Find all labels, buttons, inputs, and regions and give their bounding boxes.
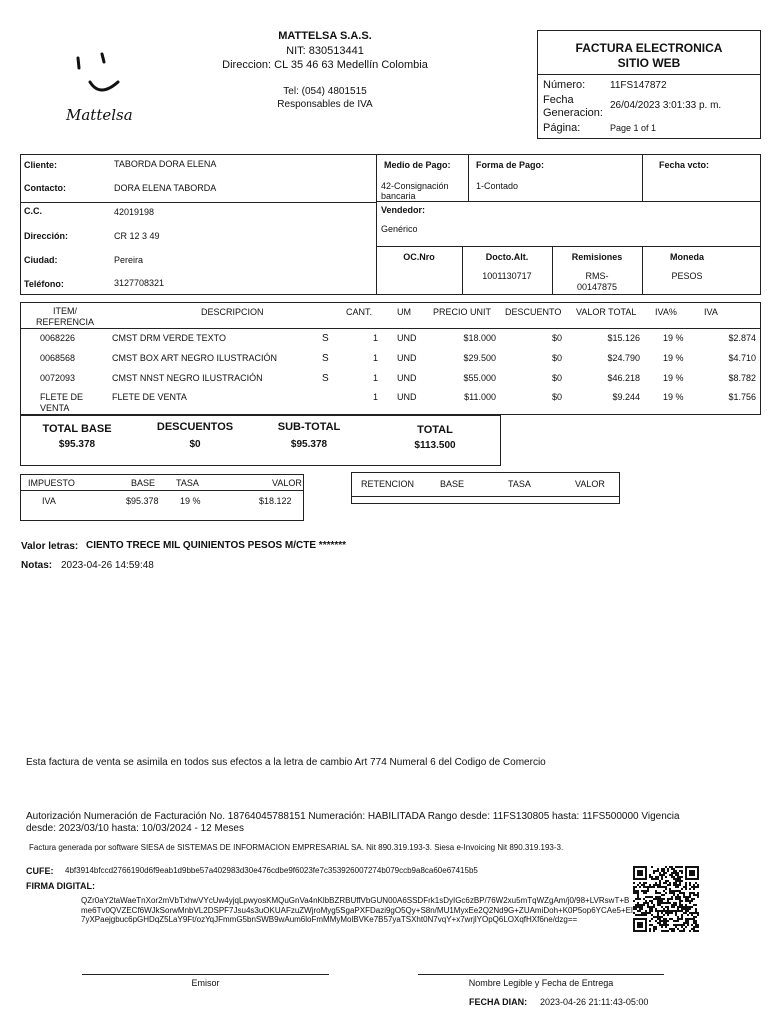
row-iva: $8.782 — [728, 373, 756, 383]
row-desc: CMST DRM VERDE TEXTO — [112, 333, 227, 343]
vendedor-value: Genérico — [381, 224, 418, 234]
direccion-label: Dirección: — [24, 231, 69, 241]
row-descuento: $0 — [551, 392, 562, 402]
row-descuento: $0 — [551, 353, 562, 363]
row-valor: $46.218 — [607, 373, 640, 383]
cc-value: 42019198 — [114, 207, 155, 217]
remisiones-value: RMS-00147875 — [576, 271, 618, 292]
fecha-label: Fecha Generacion: — [543, 94, 603, 119]
row-descuento: $0 — [551, 333, 562, 343]
row-desc: CMST NNST NEGRO ILUSTRACIÓN — [112, 373, 263, 383]
impuesto-label: IMPUESTO — [28, 478, 75, 488]
company-info — [200, 30, 450, 110]
receptor-label: Nombre Legible y Fecha de Entrega — [468, 978, 614, 988]
subtotal-value: $95.378 — [290, 439, 328, 450]
fecha-dian-value: 2023-04-26 21:11:43-05:00 — [540, 997, 649, 1007]
row-valor: $9.244 — [612, 392, 640, 402]
row-um: UND — [397, 392, 417, 402]
company-address: Direccion: CL 35 46 63 Medellín Colombia — [222, 59, 428, 71]
row-iva: $4.710 — [728, 353, 756, 363]
cufe-label: CUFE: — [26, 866, 54, 876]
col-ivap: IVA% — [655, 307, 677, 317]
qr-code-icon — [633, 866, 699, 932]
firma-label: FIRMA DIGITAL: — [26, 881, 95, 891]
legal-autorizacion: Autorización Numeración de Facturación No. 18764045788151 Numeración: HABILITADA Rango desde: 11FS130805 hasta: 11FS500000 Vigencia desde: 2023/03/10 hasta: 10/03/2024 - 12 Meses — [26, 811, 680, 834]
company-phone: Tel: (054) 4801515 — [283, 86, 367, 97]
row-cant: 1 — [373, 353, 379, 363]
row-size: S — [322, 373, 329, 384]
tax-valor: $18.122 — [259, 496, 292, 506]
valor-letras-label: Valor letras: — [21, 541, 79, 552]
row-size: S — [322, 333, 329, 344]
cliente-label: Cliente: — [24, 160, 58, 170]
row-iva: $2.874 — [728, 333, 756, 343]
row-desc: FLETE DE VENTA — [112, 392, 187, 402]
row-desc: CMST BOX ART NEGRO ILUSTRACIÓN — [112, 353, 278, 363]
row-cant: 1 — [373, 392, 379, 402]
col-descuento: DESCUENTO — [505, 307, 562, 317]
row-ivap: 19 % — [663, 392, 684, 402]
medio-label: Medio de Pago: — [384, 160, 451, 170]
tax-base: $95.378 — [126, 496, 159, 506]
descuentos-value: $0 — [189, 439, 201, 450]
row-valor: $24.790 — [607, 353, 640, 363]
docto-value: 1001130717 — [482, 271, 532, 281]
col-cant: CANT. — [346, 307, 373, 317]
company-iva: Responsables de IVA — [277, 99, 373, 110]
telefono-label: Teléfono: — [24, 279, 64, 289]
tax-impuesto: IVA — [42, 496, 56, 506]
direccion-value: CR 12 3 49 — [114, 231, 160, 241]
forma-label: Forma de Pago: — [476, 160, 545, 170]
fecha-dian-label: FECHA DIAN: — [469, 997, 528, 1007]
contacto-label: Contacto: — [24, 183, 66, 193]
invoice-date: 26/04/2023 3:01:33 p. m. — [610, 100, 722, 111]
col-um: UM — [397, 307, 411, 317]
subtotal-label: SUB-TOTAL — [277, 421, 341, 433]
retencion-tasa-label: TASA — [508, 479, 531, 489]
row-um: UND — [397, 333, 417, 343]
row-size: S — [322, 353, 329, 364]
notas-value: 2023-04-26 14:59:48 — [61, 560, 154, 571]
row-ivap: 19 % — [663, 333, 684, 343]
row-ivap: 19 % — [663, 353, 684, 363]
col-iva: IVA — [704, 307, 718, 317]
row-cant: 1 — [373, 373, 379, 383]
pagina-label: Página: — [543, 122, 581, 134]
row-ref: FLETE DE VENTA — [40, 392, 84, 413]
firma-value: QZr0aY2taWaeTnXor2mVbTxhwVYcUw4yjqLpwyosKMQuGnVa4nKlbBZRBUffVbGUN00A6SSDFrk1sDyIGc6zBP/76W2xu5mTqWZgAm/j0/98+LVRswT+Bme6Tv0QVZECf6WJkSorwMnbVL2DSPF7Jsu4s3uOKUAFzuZWjroMyg5SgaPXFDazi9gO5Qy+S8n/MU1MyxEe2Q2Nd9G+ZUAmiDoh+K0P5op6YCAe5+El7yXPaejgbuc6pGHDqZ5LaY9Ft/ozYqJFmmG5bnSWB9wAum6loFmMMyMolBVKe7B57yaTSXht0N7vqY+x7wrjlYOpQ6LOXqfHXf6ne/dzg== — [81, 896, 633, 924]
descuentos-label: DESCUENTOS — [156, 421, 234, 433]
tax-tasa: 19 % — [180, 496, 201, 506]
retencion-label: RETENCION — [361, 479, 415, 489]
medio-value: 42-Consignación bancaria — [381, 181, 449, 201]
row-ref: 0068226 — [40, 333, 76, 343]
oc-label: OC.Nro — [403, 252, 435, 262]
row-precio: $29.500 — [463, 353, 496, 363]
total-label: TOTAL — [417, 424, 453, 436]
row-ref: 0072093 — [40, 373, 76, 383]
company-nit: NIT: 830513441 — [286, 45, 364, 57]
retencion-valor-label: VALOR — [575, 479, 605, 489]
telefono-value: 3127708321 — [114, 278, 165, 288]
numero-label: Número: — [543, 79, 586, 91]
contacto-value: DORA ELENA TABORDA — [114, 183, 217, 193]
row-precio: $18.000 — [463, 333, 496, 343]
col-item: ITEM/ REFERENCIA — [35, 306, 94, 327]
tax-base-label: BASE — [131, 478, 156, 488]
row-ivap: 19 % — [663, 373, 684, 383]
total-base-value: $95.378 — [58, 439, 96, 450]
retencion-base-label: BASE — [440, 479, 465, 489]
invoice-title: FACTURA ELECTRONICA — [575, 41, 723, 55]
col-precio: PRECIO UNIT — [433, 307, 492, 317]
row-descuento: $0 — [551, 373, 562, 383]
cufe-value: 4bf3914bfccd2766190d6f9eab1d9bbe57a402983d30e476cdbe9f6023fe7c353926007274b079ccb9a8ca60e67415b5 — [65, 866, 478, 875]
row-precio: $11.000 — [464, 392, 496, 402]
row-iva: $1.756 — [728, 392, 756, 402]
notas-label: Notas: — [21, 560, 53, 571]
col-descripcion: DESCRIPCION — [201, 307, 264, 317]
cc-label: C.C. — [24, 206, 42, 216]
page-number: Page 1 of 1 — [610, 123, 657, 133]
row-um: UND — [397, 353, 417, 363]
moneda-label: Moneda — [669, 252, 704, 262]
forma-value: 1-Contado — [476, 181, 519, 191]
cliente-value: TABORDA DORA ELENA — [114, 159, 217, 169]
emisor-label: Emisor — [191, 978, 220, 988]
row-precio: $55.000 — [463, 373, 496, 383]
ciudad-label: Ciudad: — [24, 255, 58, 265]
legal-software: Factura generada por software SIESA de SISTEMAS DE INFORMACION EMPRESARIAL SA. Nit 890.319.193-3. Siesa e-Invoicing Nit 890.319.193-3. — [29, 843, 564, 852]
total-base-label: TOTAL BASE — [42, 423, 112, 435]
company-logo — [50, 40, 150, 130]
docto-label: Docto.Alt. — [485, 252, 529, 262]
vcto-label: Fecha vcto: — [659, 160, 710, 170]
row-cant: 1 — [373, 333, 379, 343]
row-valor: $15.126 — [607, 333, 640, 343]
tax-tasa-label: TASA — [176, 478, 199, 488]
ciudad-value: Pereira — [114, 255, 144, 265]
invoice-number: 11FS147872 — [610, 80, 667, 91]
row-um: UND — [397, 373, 417, 383]
moneda-value: PESOS — [671, 271, 703, 281]
remisiones-label: Remisiones — [571, 252, 623, 262]
invoice-subtitle: SITIO WEB — [617, 56, 681, 70]
vendedor-label: Vendedor: — [381, 205, 426, 215]
row-ref: 0068568 — [40, 353, 76, 363]
legal-cambio: Esta factura de venta se asimila en todos sus efectos a la letra de cambio Art 774 Numeral 6 del Codigo de Comercio — [26, 757, 546, 768]
logo-text: Mattelsa — [66, 106, 133, 124]
total-value: $113.500 — [414, 440, 456, 451]
tax-valor-label: VALOR — [272, 478, 302, 488]
company-name: MATTELSA S.A.S. — [278, 30, 372, 42]
valor-letras: CIENTO TRECE MIL QUINIENTOS PESOS M/CTE ******* — [86, 540, 347, 551]
col-valor: VALOR TOTAL — [576, 307, 637, 317]
